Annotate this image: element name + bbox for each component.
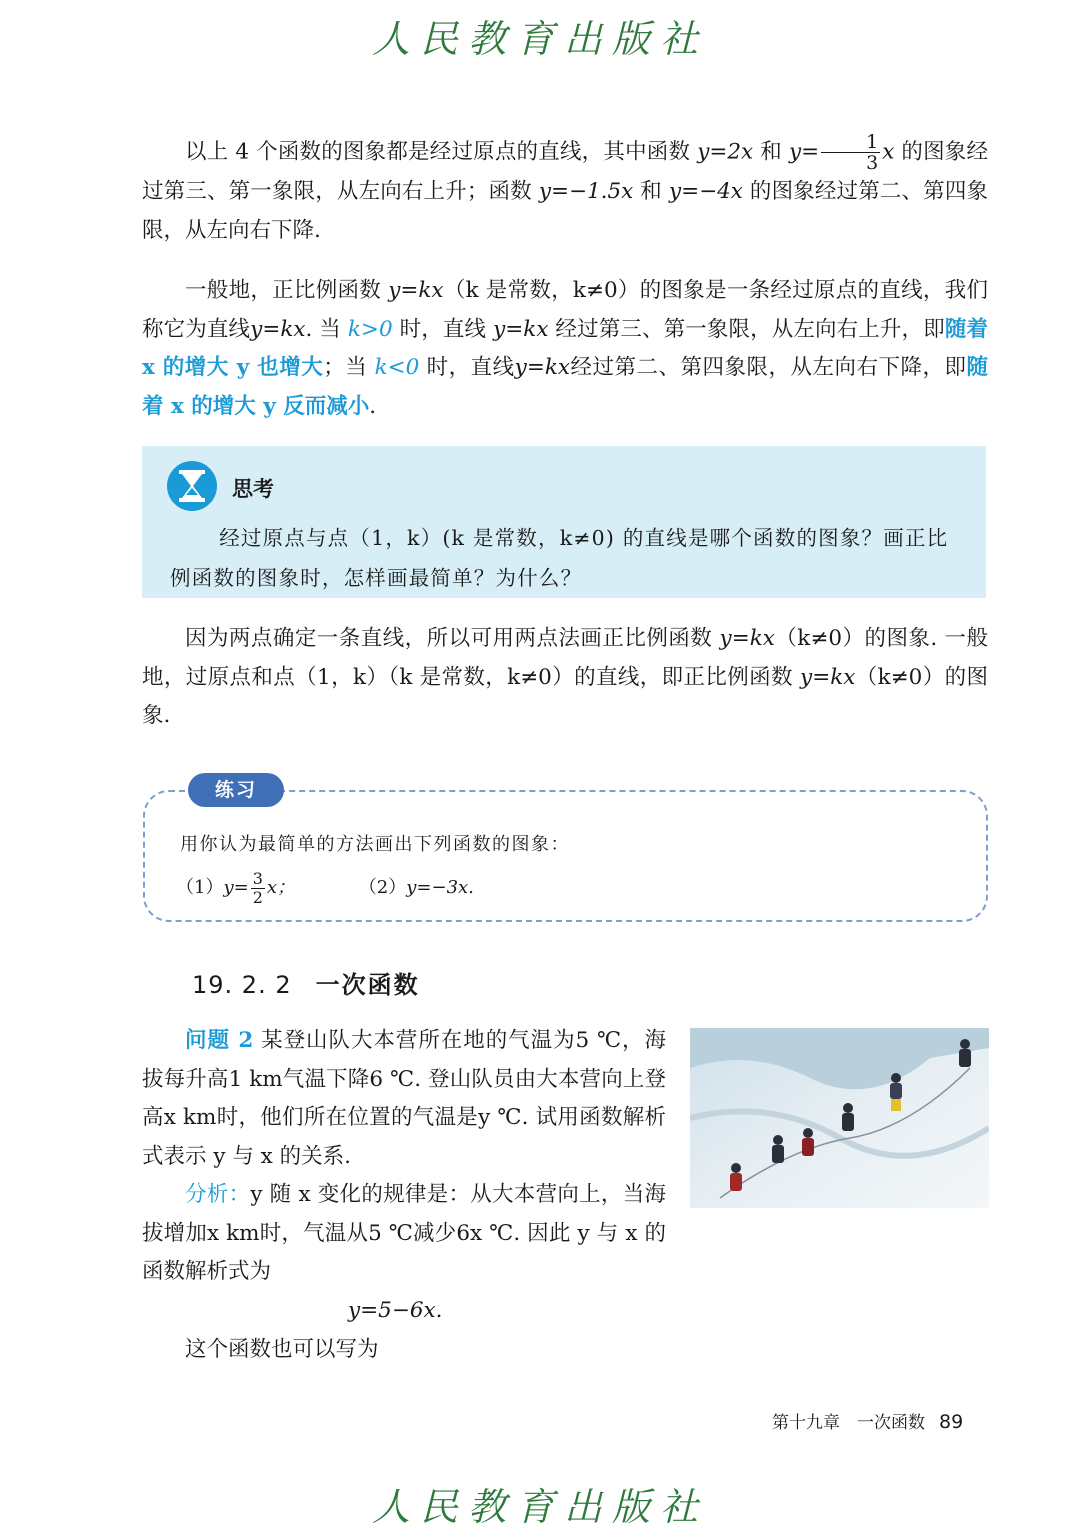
formula: y=5−6x.	[348, 1298, 443, 1323]
paragraph-1: 以上 4 个函数的图象都是经过原点的直线，其中函数 y=2x 和 y= $\frac{1}{3}$ x 的图象经过第三、第一象限，从左向右上升；函数 y=−1.5x 和 y=−4x 的图象经过第二、第四象限，从左向右下降.	[142, 131, 988, 243]
publisher-watermark-bottom: 人民教育出版社	[371, 1485, 708, 1529]
paragraph-3: 因为两点确定一条直线，所以可用两点法画正比例函数 y=kx（k≠0）的图象. 一般地，过原点和点（1，k）（k 是常数，k≠0）的直线，即正比例函数 y=kx（k≠0）的图象.	[142, 626, 988, 728]
closing-sentence: 这个函数也可以写为	[185, 1337, 379, 1362]
section-heading	[192, 965, 420, 1000]
paragraph-2: 一般地，正比例函数 y=kx（k 是常数，k≠0）的图象是一条经过原点的直线，我们称它为直线y=kx. 当 k>0 时，直线 y=kx 经过第三、第一象限，从左向右上升，即随着 x 的增大 y 也增大；当 k<0 时，直线y=kx经过第二、第四象限，从左向右下降，即随着 x 的增大 y 反而减小.	[142, 278, 988, 419]
think-text: 经过原点与点（1，k）(k 是常数，k≠0) 的直线是哪个函数的图象？画正比例函数的图象时，怎样画最简单？为什么？	[170, 526, 949, 590]
exercise-tab: 练习	[188, 773, 284, 807]
k-positive: k>0	[347, 316, 393, 342]
highlight-decrease: 随着 x 的增大 y 反而减小	[142, 355, 988, 419]
section-number: 19. 2. 2	[192, 971, 292, 999]
exercise-instruction: 用你认为最简单的方法画出下列函数的图象：	[180, 834, 570, 855]
problem-label: 问题 2	[185, 1028, 254, 1053]
problem-2: 问题 2 某登山队大本营所在地的气温为5 ℃，海拔每升高1 km气温下降6 ℃. 登山队员由大本营向上登高x km时，他们所在位置的气温是y ℃. 试用函数解析式表示 y 与 x 的关系. 分析：y 随 x 变化的规律是：从大本营向上，当海拔增加x km时，气温从5 ℃减少6x ℃. 因此 y 与 x 的函数解析式为	[142, 1028, 666, 1284]
fraction-three-halves: $\frac{3}{2}$	[252, 868, 263, 907]
exercise-items: （1）y= $\frac{3}{2}$ x； （2）y=−3x.	[176, 868, 474, 907]
think-box	[142, 446, 986, 598]
hourglass-icon	[166, 460, 218, 512]
publisher-watermark-top: 人民教育出版社	[371, 17, 708, 61]
think-title: 思考	[232, 477, 274, 501]
mountaineers-photo	[690, 1028, 989, 1208]
page-number: 89	[939, 1411, 964, 1433]
highlight-increase: 随着 x 的增大 y 也增大	[142, 316, 988, 380]
fraction-one-third: $\frac{1}{3}$	[821, 132, 880, 173]
page-footer	[772, 1408, 963, 1433]
chapter-label: 第十九章 一次函数	[772, 1413, 925, 1433]
analysis-label: 分析：	[185, 1182, 251, 1207]
k-negative: k<0	[374, 355, 420, 380]
section-title: 一次函数	[315, 971, 420, 999]
